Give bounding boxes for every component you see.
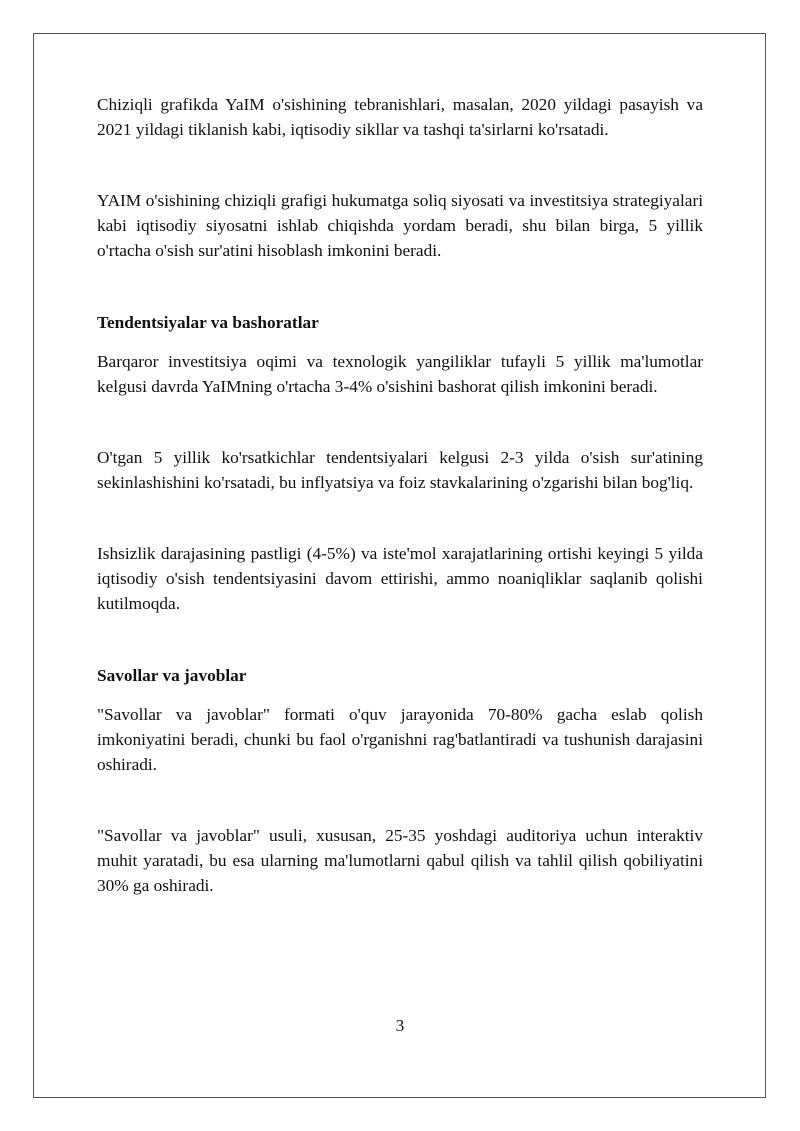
- page-number: 3: [395, 1016, 405, 1035]
- paragraph-qa-audience: "Savollar va javoblar" usuli, xususan, 25-35 yoshdagi auditoriya uchun interaktiv muhit yaratadi, bu esa ularning ma'lumotlarni qabul qilish va tahlil qilish qobiliyatini 30% ga oshiradi.: [97, 826, 703, 895]
- paragraph-forecast-growth: Barqaror investitsiya oqimi va texnologik yangiliklar tufayli 5 yillik ma'lumotlar kelgusi davrda YaIMning o'rtacha 3-4% o'sishini bashorat qilish imkonini beradi.: [97, 352, 703, 396]
- paragraph-growth-slowdown: O'tgan 5 yillik ko'rsatkichlar tendentsiyalari kelgusi 2-3 yilda o'sish sur'atining sekinlashishini ko'rsatadi, bu inflyatsiya va foiz stavkalarining o'zgarishi bilan bog'liq.: [97, 448, 703, 492]
- paragraph-line-chart-policy: YAIM o'sishining chiziqli grafigi hukumatga soliq siyosati va investitsiya strategiyalari kabi iqtisodiy siyosatni ishlab chiqishda yordam beradi, shu bilan birga, 5 yillik o'rtacha o'sish sur'atini hisoblash imkonini beradi.: [97, 191, 703, 260]
- paragraph-line-chart-fluctuations: Chiziqli grafikda YaIM o'sishining tebranishlari, masalan, 2020 yildagi pasayish va 2021 yildagi tiklanish kabi, iqtisodiy sikllar va tashqi ta'sirlarni ko'rsatadi.: [97, 95, 703, 139]
- heading-trends-forecasts: Tendentsiyalar va bashoratlar: [97, 313, 319, 332]
- paragraph-qa-retention: "Savollar va javoblar" formati o'quv jarayonida 70-80% gacha eslab qolish imkoniyatini beradi, chunki bu faol o'rganishni rag'batlantiradi va tushunish darajasini oshiradi.: [97, 705, 703, 774]
- paragraph-unemployment: Ishsizlik darajasining pastligi (4-5%) va iste'mol xarajatlarining ortishi keyingi 5 yilda iqtisodiy o'sish tendentsiyasini davom ettirishi, ammo noaniqliklar saqlanib qolishi kutilmoqda.: [97, 544, 703, 613]
- document-body: [97, 92, 703, 898]
- heading-questions-answers: Savollar va javoblar: [97, 666, 247, 685]
